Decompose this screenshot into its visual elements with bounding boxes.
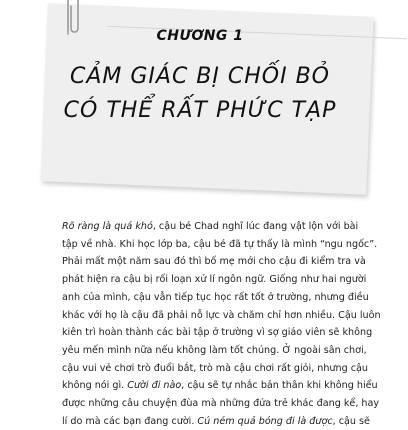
chapter-title-line-2: CÓ THỂ RẤT PHỨC TẠP <box>63 98 337 123</box>
body-text: lí do mà các bạn đang cười. <box>62 415 198 427</box>
body-line: anh của mình, cậu vẫn tiếp tục học rất tốt ở trường, nhưng điều <box>62 291 369 303</box>
body-line: kiên trì hoàn thành các bài tập ở trường vì sợ giáo viên sẽ không <box>62 327 373 339</box>
body-italic-phrase: Rõ ràng là quá khó <box>62 221 153 232</box>
body-italic-phrase: Cú ném quả bóng đi là được <box>197 415 333 427</box>
body-paragraph <box>62 218 381 430</box>
body-line: phát hiện ra cậu bị rối loạn xử lí ngôn ngữ. Giống như hai người <box>62 274 367 286</box>
body-line: được những câu chuyện đùa mà những đứa trẻ khác đang kể, hay <box>62 398 380 410</box>
body-line: khác với họ là cậu đã phải nỗ lực và chăm chỉ hơn nhiều. Cậu luôn <box>62 309 381 321</box>
chapter-title-line-1: CẢM GIÁC BỊ CHỐI BỎ <box>69 64 330 89</box>
body-italic-phrase: Cười đi nào <box>127 380 182 392</box>
body-line: yêu mến mình nữa nếu không làm tốt chúng. Ở ngoài sân chơi, <box>62 344 367 356</box>
chapter-label: CHƯƠNG 1 <box>156 28 244 44</box>
body-text: , cậu sẽ tự nhắc bản thân khi không hiểu <box>181 380 378 392</box>
body-line <box>62 377 378 395</box>
body-line: tập về nhà. Khi học lớp ba, cậu bé đã tự thấy là mình “ngu ngốc”. <box>62 238 378 250</box>
body-line <box>62 413 370 430</box>
body-text: không nói gì. <box>62 380 128 392</box>
body-text: , cậu bé Chad nghĩ lúc đang vật lộn với bài <box>152 221 359 232</box>
body-line: Phải mất một năm sau đó thì bố mẹ mới cho cậu đi kiểm tra và <box>62 256 366 268</box>
body-line <box>62 218 362 236</box>
body-line: cậu vui vẻ chơi trò đuổi bắt, trò mà cậu chơi rất giỏi, nhưng cậu <box>62 362 368 374</box>
body-text: , cậu sẽ <box>332 415 370 427</box>
